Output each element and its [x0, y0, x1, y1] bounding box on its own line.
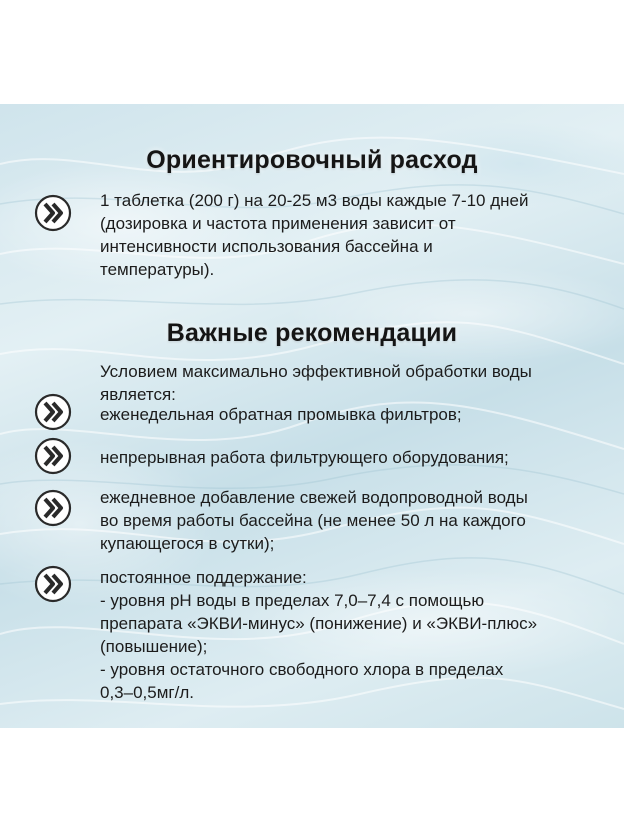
section-title-consumption: Ориентировочный расход	[146, 146, 478, 174]
double-chevron-right-icon	[34, 194, 72, 232]
list-item: ежедневное добавление свежей водопроводной воды во время работы бассейна (не менее 50 л на каждого купающегося в сутки);	[100, 488, 528, 553]
list-item: постоянное поддержание: - уровня pH воды в пределах 7,0–7,4 с помощью препарата «ЭКВИ-минус» (понижение) и «ЭКВИ-плюс» (повышение); - уровня остаточного свободного хлора в пределах 0,3–0,5мг/л.	[100, 568, 538, 702]
double-chevron-right-icon	[34, 393, 72, 431]
recommendations-intro: Условием максимально эффективной обработки воды является:	[100, 362, 532, 404]
double-chevron-right-icon	[34, 437, 72, 475]
double-chevron-right-icon	[34, 565, 72, 603]
list-item: еженедельная обратная промывка фильтров;	[100, 405, 462, 424]
consumption-text: 1 таблетка (200 г) на 20-25 м3 воды каждые 7-10 дней (дозировка и частота применения зависит от интенсивности использования бассейна и температуры).	[100, 191, 529, 279]
double-chevron-right-icon	[34, 489, 72, 527]
water-background	[0, 104, 624, 728]
section-title-recommendations: Важные рекомендации	[166, 319, 458, 347]
list-item: непрерывная работа фильтрующего оборудования;	[100, 448, 509, 467]
